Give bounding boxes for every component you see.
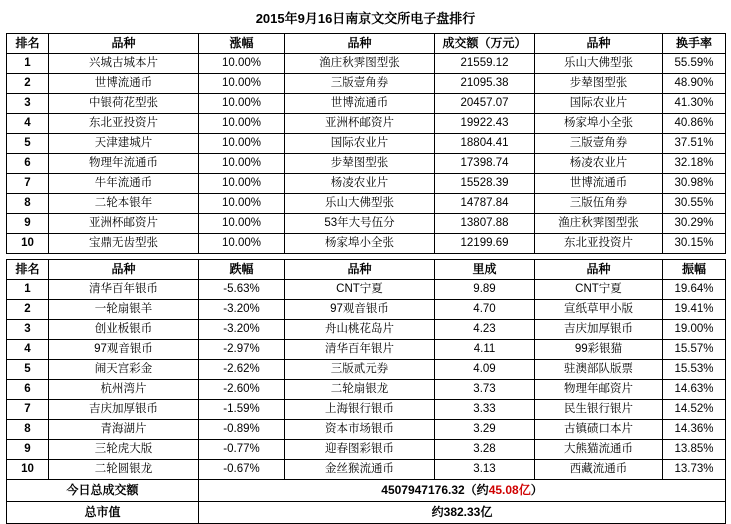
header-turnover-rate: 换手率 xyxy=(663,34,726,54)
cell-variety-turnover: 渔庄秋霁图型张 xyxy=(285,54,435,74)
cell-volume: 3.13 xyxy=(435,460,535,480)
cell-gain: 10.00% xyxy=(199,154,285,174)
cell-turnover: 21095.38 xyxy=(435,74,535,94)
cell-gain: 10.00% xyxy=(199,54,285,74)
cell-variety-gain: 物理年流通币 xyxy=(49,154,199,174)
table-row xyxy=(7,114,726,134)
cell-turnover-rate: 55.59% xyxy=(663,54,726,74)
cell-rank: 4 xyxy=(7,340,49,360)
gainers-table xyxy=(6,33,726,254)
header-amplitude: 振幅 xyxy=(663,260,726,280)
cell-variety-turnover: 三版壹角券 xyxy=(285,74,435,94)
cell-loss: -2.97% xyxy=(199,340,285,360)
cell-volume: 9.89 xyxy=(435,280,535,300)
cell-amplitude: 13.73% xyxy=(663,460,726,480)
cell-volume: 4.23 xyxy=(435,320,535,340)
table-row xyxy=(7,340,726,360)
cell-loss: -0.77% xyxy=(199,440,285,460)
cell-gain: 10.00% xyxy=(199,174,285,194)
cell-variety-turnover: 杨家埠小全张 xyxy=(285,234,435,254)
cell-variety-loss: 创业板银币 xyxy=(49,320,199,340)
cell-variety-turnover: 杨凌农业片 xyxy=(285,174,435,194)
turnover-suffix: ） xyxy=(530,483,543,497)
cell-variety-gain: 世博流通币 xyxy=(49,74,199,94)
cell-rank: 7 xyxy=(7,174,49,194)
header-variety-volume: 品种 xyxy=(285,260,435,280)
cell-rank: 4 xyxy=(7,114,49,134)
cell-variety-turnover: 步辇图型张 xyxy=(285,154,435,174)
cell-gain: 10.00% xyxy=(199,234,285,254)
table-header-row xyxy=(7,260,726,280)
cell-variety-amplitude: 吉庆加厚银币 xyxy=(535,320,663,340)
table-row xyxy=(7,174,726,194)
cell-gain: 10.00% xyxy=(199,74,285,94)
cell-loss: -2.62% xyxy=(199,360,285,380)
cell-gain: 10.00% xyxy=(199,134,285,154)
cell-loss: -3.20% xyxy=(199,320,285,340)
cell-variety-loss: 97观音银币 xyxy=(49,340,199,360)
cell-rank: 2 xyxy=(7,74,49,94)
cell-variety-turnover: 53年大号伍分 xyxy=(285,214,435,234)
header-variety-turnoverrate: 品种 xyxy=(535,34,663,54)
cell-turnover: 20457.07 xyxy=(435,94,535,114)
cell-turnover-rate: 30.29% xyxy=(663,214,726,234)
cell-loss: -1.59% xyxy=(199,400,285,420)
cell-variety-turnoverrate: 三版伍角券 xyxy=(535,194,663,214)
header-rank: 排名 xyxy=(7,34,49,54)
turnover-prefix: 4507947176.32（约 xyxy=(381,483,489,497)
table-row xyxy=(7,360,726,380)
cell-gain: 10.00% xyxy=(199,114,285,134)
table-row xyxy=(7,320,726,340)
cell-variety-turnoverrate: 国际农业片 xyxy=(535,94,663,114)
table-row xyxy=(7,154,726,174)
cell-amplitude: 14.52% xyxy=(663,400,726,420)
cell-variety-turnoverrate: 乐山大佛型张 xyxy=(535,54,663,74)
cell-variety-volume: 二轮扇银龙 xyxy=(285,380,435,400)
cell-loss: -3.20% xyxy=(199,300,285,320)
cell-turnover-rate: 40.86% xyxy=(663,114,726,134)
cell-variety-turnoverrate: 世博流通币 xyxy=(535,174,663,194)
cell-variety-turnover: 亚洲杯邮资片 xyxy=(285,114,435,134)
cell-variety-loss: 清华百年银币 xyxy=(49,280,199,300)
header-variety-gain: 品种 xyxy=(49,34,199,54)
cell-variety-amplitude: CNT宁夏 xyxy=(535,280,663,300)
cell-variety-turnover: 国际农业片 xyxy=(285,134,435,154)
cell-gain: 10.00% xyxy=(199,194,285,214)
cell-variety-gain: 宝鼎无齿型张 xyxy=(49,234,199,254)
cell-variety-amplitude: 民生银行银片 xyxy=(535,400,663,420)
cell-variety-loss: 杭州湾片 xyxy=(49,380,199,400)
header-variety-amplitude: 品种 xyxy=(535,260,663,280)
cell-amplitude: 19.00% xyxy=(663,320,726,340)
cell-amplitude: 19.64% xyxy=(663,280,726,300)
turnover-highlight: 45.08亿 xyxy=(488,483,531,497)
cell-gain: 10.00% xyxy=(199,94,285,114)
cell-turnover: 19922.43 xyxy=(435,114,535,134)
cell-variety-loss: 吉庆加厚银币 xyxy=(49,400,199,420)
cell-turnover-rate: 30.98% xyxy=(663,174,726,194)
summary-row-turnover xyxy=(7,480,726,502)
cell-variety-gain: 东北亚投资片 xyxy=(49,114,199,134)
table-row xyxy=(7,440,726,460)
cell-turnover-rate: 30.15% xyxy=(663,234,726,254)
table-row xyxy=(7,400,726,420)
cell-variety-amplitude: 驻澳部队版票 xyxy=(535,360,663,380)
cell-variety-volume: 三版贰元券 xyxy=(285,360,435,380)
header-variety-loss: 品种 xyxy=(49,260,199,280)
cell-volume: 4.09 xyxy=(435,360,535,380)
cell-amplitude: 19.41% xyxy=(663,300,726,320)
cell-variety-volume: 舟山桃花岛片 xyxy=(285,320,435,340)
table-row xyxy=(7,134,726,154)
cell-turnover-rate: 41.30% xyxy=(663,94,726,114)
cell-variety-turnoverrate: 东北亚投资片 xyxy=(535,234,663,254)
cell-rank: 5 xyxy=(7,360,49,380)
cell-rank: 1 xyxy=(7,54,49,74)
cell-rank: 9 xyxy=(7,214,49,234)
summary-table xyxy=(6,479,726,524)
cell-variety-volume: 迎春图彩银币 xyxy=(285,440,435,460)
cell-turnover: 14787.84 xyxy=(435,194,535,214)
table-row xyxy=(7,300,726,320)
summary-turnover-label: 今日总成交额 xyxy=(7,480,199,502)
cell-variety-volume: CNT宁夏 xyxy=(285,280,435,300)
cell-variety-amplitude: 大熊猫流通币 xyxy=(535,440,663,460)
cell-turnover: 17398.74 xyxy=(435,154,535,174)
cell-amplitude: 14.36% xyxy=(663,420,726,440)
header-volume: 里成 xyxy=(435,260,535,280)
cell-variety-amplitude: 古镇碛口本片 xyxy=(535,420,663,440)
cell-variety-gain: 亚洲杯邮资片 xyxy=(49,214,199,234)
cell-rank: 10 xyxy=(7,460,49,480)
table-row xyxy=(7,214,726,234)
cell-variety-gain: 牛年流通币 xyxy=(49,174,199,194)
cell-turnover: 21559.12 xyxy=(435,54,535,74)
header-turnover: 成交额（万元） xyxy=(435,34,535,54)
table-row xyxy=(7,420,726,440)
summary-marketcap-label: 总市值 xyxy=(7,502,199,524)
cell-volume: 3.33 xyxy=(435,400,535,420)
cell-rank: 5 xyxy=(7,134,49,154)
cell-variety-amplitude: 宣纸草甲小版 xyxy=(535,300,663,320)
cell-rank: 3 xyxy=(7,94,49,114)
cell-variety-loss: 青海湖片 xyxy=(49,420,199,440)
cell-variety-gain: 兴城古城本片 xyxy=(49,54,199,74)
header-loss: 跌幅 xyxy=(199,260,285,280)
cell-rank: 8 xyxy=(7,194,49,214)
cell-variety-volume: 金丝猴流通币 xyxy=(285,460,435,480)
cell-variety-loss: 闹天宫彩金 xyxy=(49,360,199,380)
table-row xyxy=(7,280,726,300)
summary-marketcap-value: 约382.33亿 xyxy=(199,502,726,524)
cell-variety-volume: 97观音银币 xyxy=(285,300,435,320)
table-row xyxy=(7,194,726,214)
cell-rank: 6 xyxy=(7,380,49,400)
table-header-row xyxy=(7,34,726,54)
table-row xyxy=(7,94,726,114)
cell-variety-turnover: 乐山大佛型张 xyxy=(285,194,435,214)
cell-variety-amplitude: 99彩银猫 xyxy=(535,340,663,360)
cell-variety-volume: 资本市场银币 xyxy=(285,420,435,440)
cell-loss: -0.89% xyxy=(199,420,285,440)
cell-variety-gain: 天津建城片 xyxy=(49,134,199,154)
cell-variety-turnoverrate: 杨凌农业片 xyxy=(535,154,663,174)
cell-gain: 10.00% xyxy=(199,214,285,234)
cell-variety-gain: 二轮本银年 xyxy=(49,194,199,214)
cell-turnover: 12199.69 xyxy=(435,234,535,254)
cell-volume: 4.11 xyxy=(435,340,535,360)
cell-loss: -5.63% xyxy=(199,280,285,300)
cell-amplitude: 13.85% xyxy=(663,440,726,460)
cell-amplitude: 15.57% xyxy=(663,340,726,360)
header-variety-turnover: 品种 xyxy=(285,34,435,54)
losers-table xyxy=(6,259,726,480)
cell-rank: 3 xyxy=(7,320,49,340)
page-title: 2015年9月16日南京文交所电子盘排行 xyxy=(255,11,476,26)
cell-variety-turnoverrate: 杨家埠小全张 xyxy=(535,114,663,134)
table-row xyxy=(7,54,726,74)
cell-turnover: 18804.41 xyxy=(435,134,535,154)
cell-variety-amplitude: 物理年邮资片 xyxy=(535,380,663,400)
header-gain: 涨幅 xyxy=(199,34,285,54)
cell-loss: -2.60% xyxy=(199,380,285,400)
cell-variety-loss: 二轮圆银龙 xyxy=(49,460,199,480)
cell-rank: 6 xyxy=(7,154,49,174)
cell-rank: 9 xyxy=(7,440,49,460)
cell-variety-loss: 三轮虎大版 xyxy=(49,440,199,460)
cell-turnover: 15528.39 xyxy=(435,174,535,194)
cell-turnover: 13807.88 xyxy=(435,214,535,234)
table-row xyxy=(7,74,726,94)
cell-turnover-rate: 30.55% xyxy=(663,194,726,214)
cell-variety-turnoverrate: 渔庄秋霁图型张 xyxy=(535,214,663,234)
cell-loss: -0.67% xyxy=(199,460,285,480)
cell-rank: 1 xyxy=(7,280,49,300)
cell-volume: 3.29 xyxy=(435,420,535,440)
cell-volume: 3.28 xyxy=(435,440,535,460)
cell-variety-turnover: 世博流通币 xyxy=(285,94,435,114)
table-row xyxy=(7,380,726,400)
cell-volume: 3.73 xyxy=(435,380,535,400)
cell-turnover-rate: 32.18% xyxy=(663,154,726,174)
cell-rank: 10 xyxy=(7,234,49,254)
cell-variety-amplitude: 西藏流通币 xyxy=(535,460,663,480)
cell-volume: 4.70 xyxy=(435,300,535,320)
summary-row-marketcap xyxy=(7,502,726,524)
cell-amplitude: 14.63% xyxy=(663,380,726,400)
cell-rank: 8 xyxy=(7,420,49,440)
cell-rank: 2 xyxy=(7,300,49,320)
cell-variety-turnoverrate: 三版壹角券 xyxy=(535,134,663,154)
table-row xyxy=(7,234,726,254)
cell-variety-volume: 上海银行银币 xyxy=(285,400,435,420)
table-row xyxy=(7,460,726,480)
header-rank: 排名 xyxy=(7,260,49,280)
cell-turnover-rate: 37.51% xyxy=(663,134,726,154)
cell-amplitude: 15.53% xyxy=(663,360,726,380)
summary-turnover-value xyxy=(199,480,726,502)
cell-variety-volume: 清华百年银片 xyxy=(285,340,435,360)
cell-variety-gain: 中银荷花型张 xyxy=(49,94,199,114)
cell-variety-loss: 一轮扇银羊 xyxy=(49,300,199,320)
cell-turnover-rate: 48.90% xyxy=(663,74,726,94)
cell-variety-turnoverrate: 步辇图型张 xyxy=(535,74,663,94)
cell-rank: 7 xyxy=(7,400,49,420)
